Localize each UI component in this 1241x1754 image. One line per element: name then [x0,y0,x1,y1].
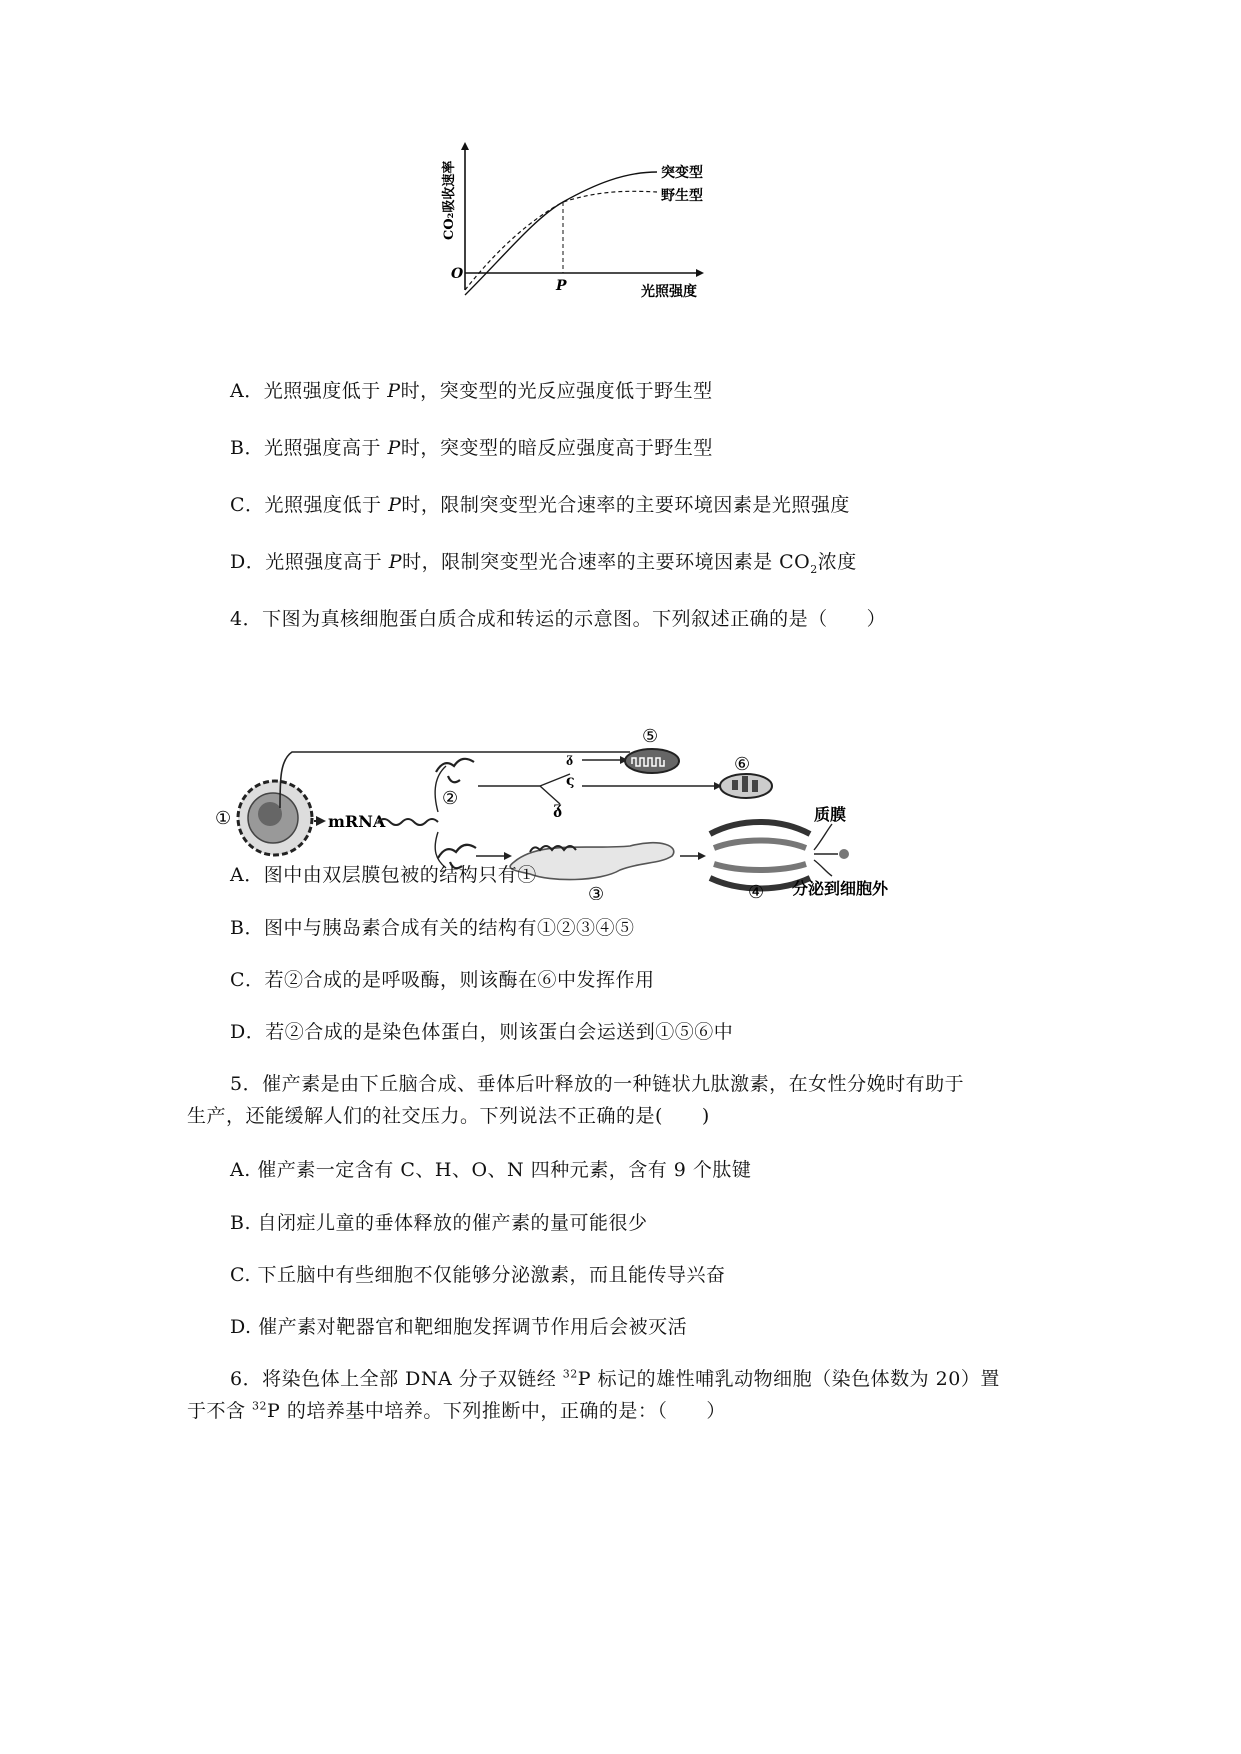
golgi-1 [710,822,810,834]
q3-option-d: D．光照强度高于 P时，限制突变型光合速率的主要环境因素是 $CO_2$浓度 [230,551,857,576]
p-label: P [556,278,567,294]
wild-type-curve [465,191,657,290]
mutant-label: 突变型 [661,165,703,181]
golgi-2 [714,841,806,849]
protein-glyph-3: ᵹ [566,750,574,766]
label-4: ④ [748,882,765,900]
q4-option-d: D．若②合成的是染色体蛋白，则该蛋白会运送到①⑤⑥中 [230,1021,734,1043]
q3-option-a: A．光照强度低于 P时，突变型的光反应强度低于野生型 [230,380,713,402]
wild-type-label: 野生型 [661,188,703,204]
q4-stem: 4．下图为真核细胞蛋白质合成和转运的示意图。下列叙述正确的是（ ） [230,608,887,630]
y-axis-arrow [461,142,469,150]
grana-2 [742,776,748,792]
label-1: ① [215,808,232,829]
q5-option-d: D. 催产素对靶器官和靶细胞发挥调节作用后会被灭活 [230,1316,688,1338]
q4-option-c: C．若②合成的是呼吸酶，则该酶在⑥中发挥作用 [230,969,655,991]
mrna-label: mRNA [328,812,386,831]
q5-stem-line2: 生产，还能缓解人们的社交压力。下列说法不正确的是( ) [187,1105,710,1127]
q4-option-a: A．图中由双层膜包被的结构只有① [230,864,537,886]
q5-stem-line1: 5．催产素是由下丘脑合成、垂体后叶释放的一种链状九肽激素，在女性分娩时有助于 [230,1073,965,1095]
q5-option-c: C. 下丘脑中有些细胞不仅能够分泌激素，而且能传导兴奋 [230,1264,726,1286]
mutant-curve [465,172,657,295]
grana-1 [732,780,738,790]
origin-label: O [451,266,464,282]
protein-glyphs: ς [566,773,575,789]
label-2: ② [442,788,459,809]
nucleolus [258,802,282,826]
q5-option-a: A. 催产素一定含有 C、H、O、N 四种元素，含有 9 个肽键 [230,1159,752,1181]
x-axis-arrow [696,269,704,277]
golgi-3 [714,864,806,870]
arrow-to-er-head [504,852,512,860]
grana-3 [752,780,758,792]
q3-option-b: B．光照强度高于 P时，突变型的暗反应强度高于野生型 [230,437,713,459]
protein-glyph-2: ᵹ [553,797,563,818]
q6-stem-line2: 于不含 $^{32}$P 的培养基中培养。下列推断中，正确的是：（ ） [187,1399,726,1422]
membrane-label: 质膜 [814,805,847,824]
q6-stem-line1: 6．将染色体上全部 DNA 分子双链经 $^{32}$P 标记的雄性哺乳动物细胞（染色体数为 20）置 [230,1367,1000,1390]
mrna-strand [378,819,438,825]
secretory-vesicle [839,849,849,859]
q4-option-b: B．图中与胰岛素合成有关的结构有①②③④⑤ [230,917,635,939]
label-5: ⑤ [642,726,659,747]
arrow-to-secretion [814,860,832,876]
q3-option-c: C．光照强度低于 P时，限制突变型光合速率的主要环境因素是光照强度 [230,494,850,516]
q5-option-b: B. 自闭症儿童的垂体释放的催产素的量可能很少 [230,1212,648,1234]
arrow-to-membrane [814,824,832,850]
arrow-to-golgi-head [698,852,706,860]
label-6: ⑥ [734,754,751,775]
co2-absorption-chart [435,140,755,330]
secrete-label: 分泌到细胞外 [792,879,889,898]
label-3: ③ [588,884,605,900]
y-axis-label: CO₂吸收速率 [442,160,457,240]
x-axis-label: 光照强度 [641,284,697,300]
